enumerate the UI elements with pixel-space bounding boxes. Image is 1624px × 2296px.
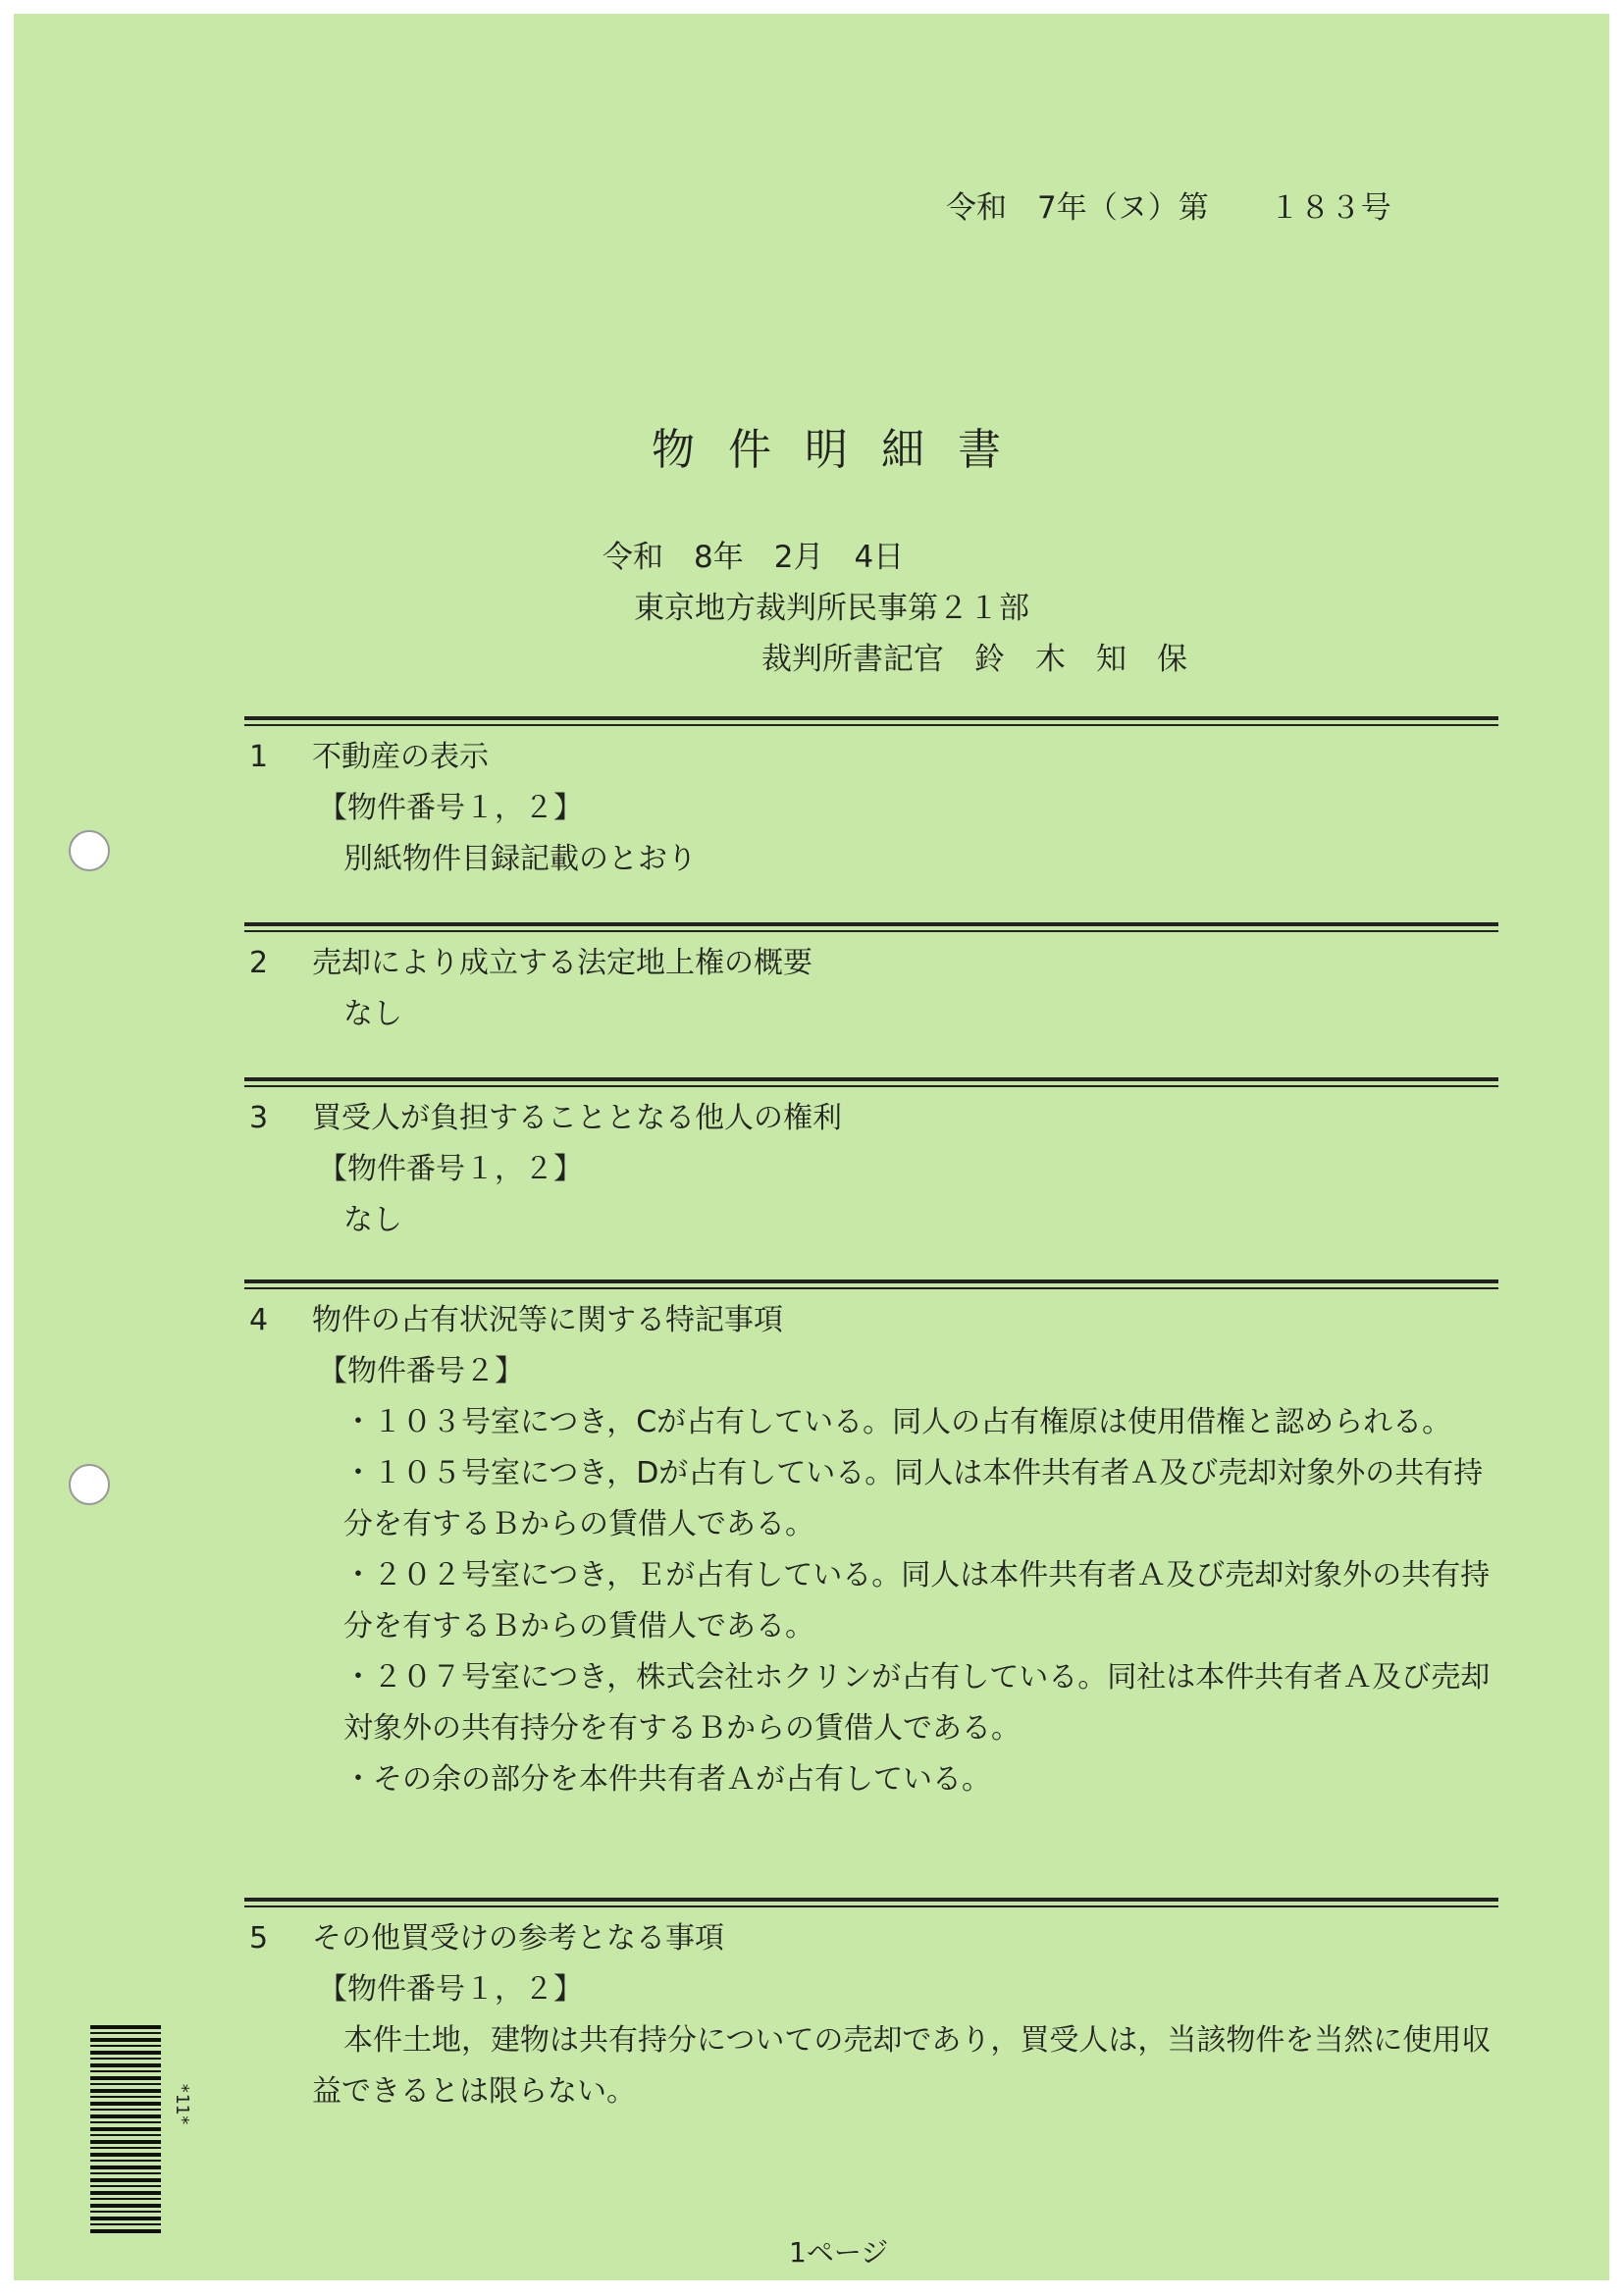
punch-hole [69,830,110,871]
section-3 [249,1093,1505,1246]
barcode [90,2025,161,2235]
section-divider [244,1077,1498,1087]
section-number: 1 [249,740,269,774]
list-item: ・１０５号室につき，Dが占有している。同人は本件共有者Ａ及び売却対象外の共有持分を有するＢからの賃借人である。 [343,1456,1484,1541]
section-2 [249,938,1505,1040]
property-label: 【物件番号１，２】 [318,791,583,825]
property-label: 【物件番号２】 [318,1354,524,1388]
section-heading: 不動産の表示 [312,740,489,774]
case-number: 令和 7年（ヌ）第 １８３号 [946,190,1391,226]
section-heading: その他買受けの参考となる事項 [312,1921,724,1956]
list-item: ・２０２号室につき，Ｅが占有している。同人は本件共有者Ａ及び売却対象外の共有持分を有するＢからの賃借人である。 [343,1558,1491,1644]
issue-date: 令和 8年 2月 4日 [602,540,905,575]
section-heading: 買受人が負担することとなる他人の権利 [312,1101,842,1135]
section-divider [244,1898,1498,1907]
list-item: ・２０７号室につき，株式会社ホクリンが占有している。同社は本件共有者Ａ及び売却対象外の共有持分を有するＢからの賃借人である。 [343,1660,1491,1746]
section-divider [244,716,1498,726]
section-number: 3 [249,1101,269,1135]
punch-hole [69,1464,110,1505]
section-divider [244,1279,1498,1289]
section-text: なし [343,1203,402,1237]
section-text: 本件土地，建物は共有持分についての売却であり，買受人は，当該物件を当然に使用収益できるとは限らない。 [312,2023,1492,2109]
section-heading: 売却により成立する法定地上権の概要 [312,946,812,980]
document-title: 物件明細書 [652,425,1034,475]
section-number: 4 [249,1303,269,1337]
section-text: なし [343,997,402,1031]
list-item: ・１０３号室につき，Cが占有している。同人の占有権原は使用借権と認められる。 [343,1405,1452,1439]
list-item: ・その余の部分を本件共有者Ａが占有している。 [343,1762,991,1797]
property-label: 【物件番号１，２】 [318,1972,583,2007]
barcode-text: *11* [172,2082,193,2126]
page-number: 1ページ [789,2236,889,2269]
document-sheet [14,14,1609,2280]
section-heading: 物件の占有状況等に関する特記事項 [312,1303,783,1337]
section-text: 別紙物件目録記載のとおり [343,842,697,876]
section-1 [249,732,1505,885]
clerk-name: 裁判所書記官 鈴 木 知 保 [761,642,1187,677]
section-4 [249,1295,1505,1805]
section-divider [244,922,1498,932]
section-number: 2 [249,946,269,980]
section-5 [249,1913,1505,2117]
property-label: 【物件番号１，２】 [318,1152,583,1186]
court-name: 東京地方裁判所民事第２１部 [634,591,1029,626]
section-number: 5 [249,1921,269,1956]
